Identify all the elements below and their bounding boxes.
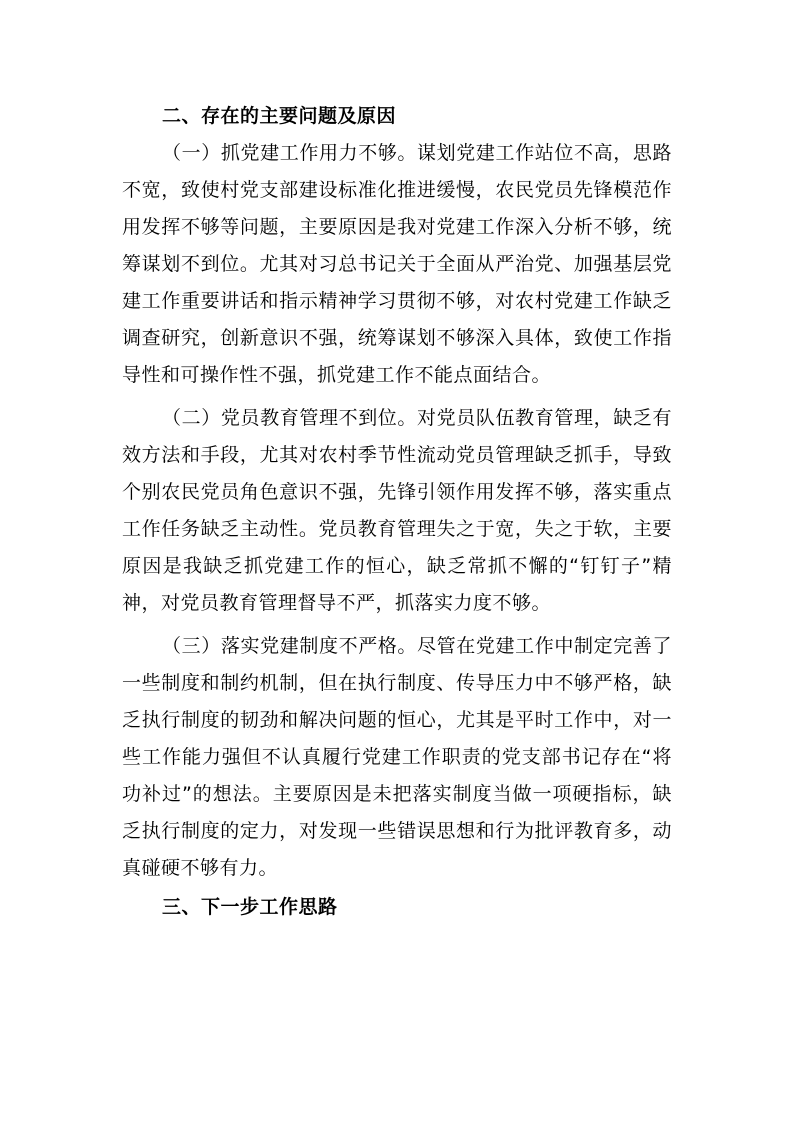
- paragraph-text: 尽管在党建工作中制定完善了一些制度和制约机制，但在执行制度、传导压力中不够严格，缺乏执行制度的韧劲和解决问题的恒心，尤其是平时工作中，对一些工作能力强但不认真履行党建工作职责的党支部书记存在“将功补过”的想法。主要原因是未把落实制度当做一项硬指标，缺乏执行制度的定力，对发现一些错误思想和行为批评教育多，动真碰硬不够有力。: [122, 635, 672, 879]
- paragraph-lead: （二）党员教育管理不到位。: [162, 407, 418, 429]
- paragraph-system-implementation: [122, 628, 672, 887]
- paragraph-party-building-effort: [122, 135, 672, 394]
- section-heading-next-steps: 三、下一步工作思路: [162, 896, 338, 918]
- paragraph-text: 谋划党建工作站位不高，思路不宽，致使村党支部建设标准化推进缓慢，农民党员先锋模范作用发挥不够等问题，主要原因是我对党建工作深入分析不够，统筹谋划不到位。尤其对习总书记关于全面从严治党、加强基层党建工作重要讲话和指示精神学习贯彻不够，对农村党建工作缺乏调查研究，创新意识不强，统筹谋划不够深入具体，致使工作指导性和可操作性不强，抓党建工作不能点面结合。: [122, 142, 672, 386]
- paragraph-lead: （一）抓党建工作用力不够。: [162, 142, 418, 164]
- paragraph-member-education: [122, 400, 672, 622]
- document-body: [122, 98, 672, 926]
- section-heading-problems: 二、存在的主要问题及原因: [162, 105, 397, 127]
- paragraph-lead: （三）落实党建制度不严格。: [162, 635, 418, 657]
- paragraph-text: 对党员队伍教育管理，缺乏有效方法和手段，尤其对农村季节性流动党员管理缺乏抓手，导致个别农民党员角色意识不强，先锋引领作用发挥不够，落实重点工作任务缺乏主动性。党员教育管理失之于宽，失之于软，主要原因是我缺乏抓党建工作的恒心，缺乏常抓不懈的“钉钉子”精神，对党员教育管理督导不严，抓落实力度不够。: [122, 407, 672, 614]
